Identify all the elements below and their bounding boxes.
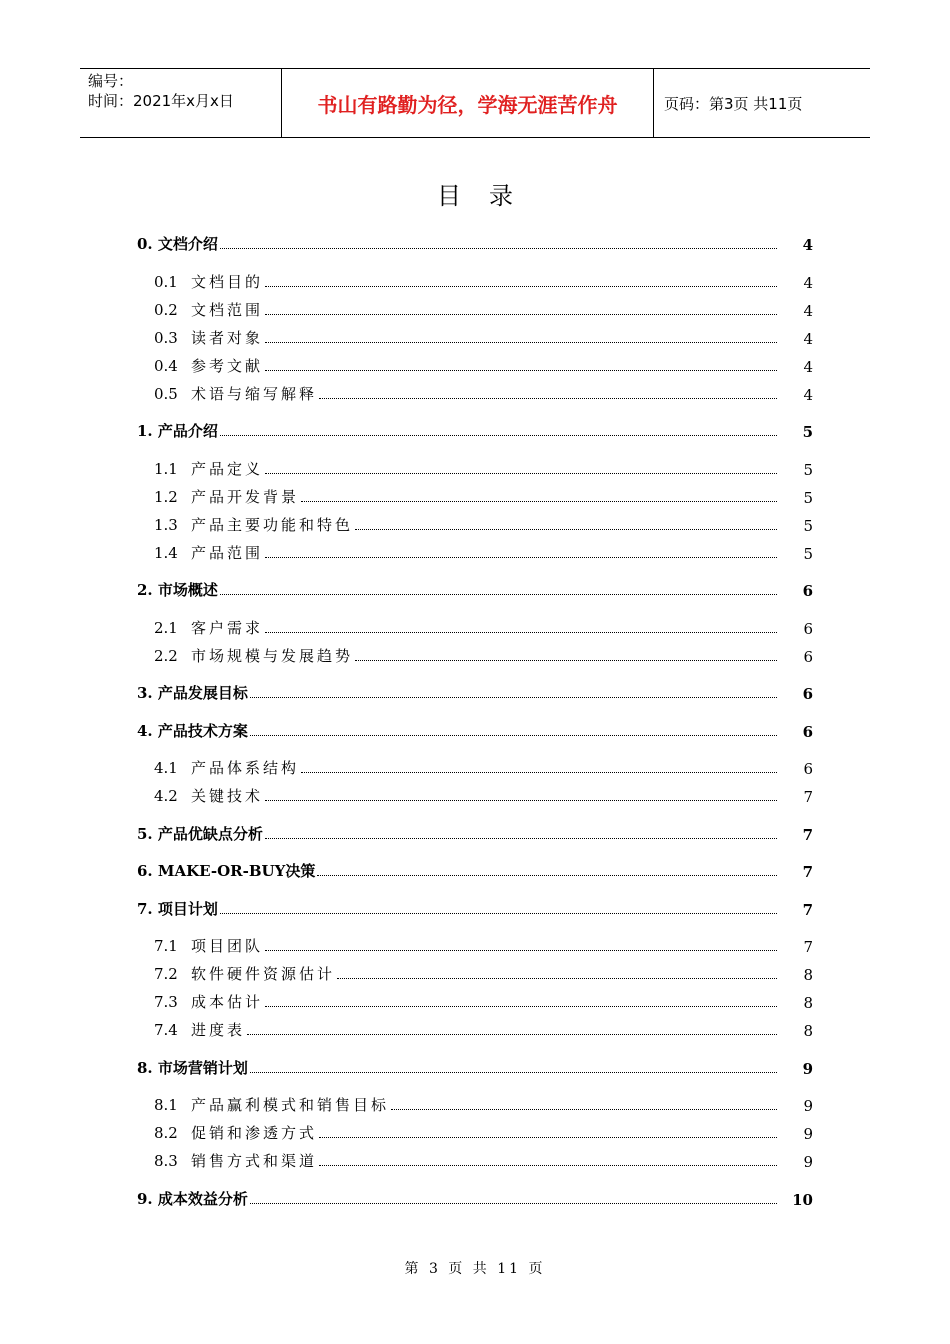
toc-page-number: 4 <box>803 357 813 376</box>
toc-page-number: 5 <box>802 423 813 441</box>
toc-section-entry[interactable] <box>137 419 813 441</box>
toc-entry-label <box>154 991 263 1012</box>
toc-section-entry[interactable] <box>137 719 813 741</box>
toc-entry-label: 2. 市场概述 <box>137 581 218 599</box>
toc-entry-number: 2.1 <box>154 618 178 637</box>
toc-entry-text: 市场规模与发展趋势 <box>191 646 354 665</box>
toc-page-number: 4 <box>802 236 813 254</box>
toc-leader-dots <box>265 950 777 951</box>
toc-section-entry[interactable] <box>137 1056 813 1078</box>
toc-entry-number: 0.3 <box>154 328 178 347</box>
toc-entry-number: 8.3 <box>154 1152 178 1170</box>
toc-leader-dots <box>250 697 777 698</box>
toc-subsection-entry[interactable] <box>137 382 813 404</box>
toc-section-entry[interactable] <box>137 578 813 600</box>
header-motto: 书山有路勤为径，学海无涯苦作舟 <box>281 69 654 137</box>
document-time: 时间：2021年x月x日 <box>88 92 234 110</box>
toc-subsection-entry[interactable] <box>137 962 813 984</box>
toc-page-number: 9 <box>803 1097 813 1115</box>
toc-entry-label <box>154 542 263 563</box>
toc-entry-number: 7.2 <box>154 965 178 983</box>
toc-entry-label <box>154 271 263 292</box>
toc-page-number: 4 <box>803 301 813 320</box>
toc-subsection-entry[interactable] <box>137 485 813 507</box>
toc-entry-number: 0.5 <box>154 384 178 403</box>
toc-section-entry[interactable] <box>137 897 813 919</box>
toc-entry-number: 2.2 <box>154 646 178 665</box>
toc-entry-text: 进度表 <box>191 1021 246 1039</box>
toc-page-number: 8 <box>803 994 813 1012</box>
toc-subsection-entry[interactable] <box>137 784 813 806</box>
toc-entry-label <box>154 1122 317 1143</box>
toc-leader-dots <box>265 342 777 343</box>
toc-entry-label <box>154 1094 389 1115</box>
toc-page-number: 7 <box>802 863 813 881</box>
toc-entry-label <box>154 327 263 348</box>
toc-section-entry[interactable] <box>137 859 813 881</box>
toc-entry-number: 1.4 <box>154 543 178 562</box>
toc-leader-dots <box>265 800 777 801</box>
toc-entry-text: 客户需求 <box>191 618 264 637</box>
toc-page-number: 6 <box>803 619 813 638</box>
toc-entry-text: 产品定义 <box>191 459 264 478</box>
toc-entry-number: 1.3 <box>154 515 178 534</box>
toc-page-number: 6 <box>802 722 813 741</box>
toc-entry-number: 0.1 <box>154 272 178 291</box>
toc-entry-label: 5. 产品优缺点分析 <box>137 824 263 843</box>
toc-leader-dots <box>265 370 777 371</box>
toc-leader-dots <box>355 660 777 661</box>
toc-page-number: 4 <box>803 273 813 292</box>
toc-entry-label <box>154 514 353 535</box>
toc-entry-label: 9. 成本效益分析 <box>137 1189 248 1208</box>
page-footer: 第 3 页 共 11 页 <box>404 1261 546 1277</box>
toc-entry-number: 0.2 <box>154 300 178 319</box>
toc-entry-label: 4. 产品技术方案 <box>137 721 248 740</box>
toc-leader-dots <box>265 632 777 633</box>
toc-entry-text: 软件硬件资源估计 <box>191 965 336 983</box>
toc-title: 目录 <box>437 182 541 210</box>
toc-subsection-entry[interactable] <box>137 1149 813 1171</box>
toc-subsection-entry[interactable] <box>137 644 813 666</box>
toc-entry-label: 7. 项目计划 <box>137 899 218 918</box>
toc-entry-text: 产品赢利模式和销售目标 <box>191 1096 390 1114</box>
toc-leader-dots <box>265 473 777 474</box>
toc-entry-text: 销售方式和渠道 <box>191 1152 318 1170</box>
header-meta <box>80 69 281 137</box>
toc-entry-label <box>154 1019 245 1040</box>
toc-leader-dots <box>317 875 777 876</box>
toc-entry-text: 读者对象 <box>191 328 264 347</box>
toc-entry-number: 8.2 <box>154 1124 178 1142</box>
toc-entry-number: 7.3 <box>154 993 178 1011</box>
toc-leader-dots <box>319 1165 777 1166</box>
toc-entry-label <box>154 486 299 507</box>
toc-entry-label <box>154 935 263 956</box>
toc-entry-label: 0. 文档介绍 <box>137 235 218 253</box>
toc-subsection-entry[interactable] <box>137 756 813 778</box>
toc-subsection-entry[interactable] <box>137 298 813 320</box>
toc-entry-text: 成本估计 <box>191 993 264 1011</box>
toc-leader-dots <box>265 1006 777 1007</box>
toc-leader-dots <box>220 435 777 436</box>
toc-entry-text: 文档范围 <box>191 300 264 319</box>
page-header <box>80 68 870 138</box>
toc-leader-dots <box>220 248 777 249</box>
toc-leader-dots <box>220 913 777 914</box>
toc-entry-label: 8. 市场营销计划 <box>137 1058 248 1077</box>
toc-section-entry[interactable] <box>137 681 813 703</box>
toc-entry-label <box>154 785 263 806</box>
toc-page-number: 10 <box>792 1190 813 1209</box>
toc-entry-label <box>154 963 335 984</box>
toc-entry-label <box>154 458 263 479</box>
toc-page-number: 9 <box>803 1153 813 1171</box>
toc-subsection-entry[interactable] <box>137 616 813 638</box>
toc-leader-dots <box>247 1034 777 1035</box>
toc-entry-text: 项目团队 <box>191 937 264 955</box>
toc-entry-text: 产品主要功能和特色 <box>191 515 354 534</box>
toc-subsection-entry[interactable] <box>137 457 813 479</box>
toc-entry-label <box>154 617 263 638</box>
toc-leader-dots <box>391 1109 777 1110</box>
toc-subsection-entry[interactable] <box>137 990 813 1012</box>
toc-entry-text: 促销和渗透方式 <box>191 1124 318 1142</box>
toc-page-number: 8 <box>803 1022 813 1040</box>
toc-page-number: 4 <box>803 329 813 348</box>
toc-page-number: 9 <box>803 1125 813 1143</box>
toc-subsection-entry[interactable] <box>137 326 813 348</box>
toc-leader-dots <box>337 978 777 979</box>
toc-subsection-entry[interactable] <box>137 541 813 563</box>
toc-page-number: 6 <box>802 685 813 703</box>
toc-page-number: 6 <box>802 582 813 600</box>
toc-entry-label <box>154 1150 317 1171</box>
toc-entry-text: 参考文献 <box>191 356 264 375</box>
toc-leader-dots <box>319 1137 777 1138</box>
toc-section-entry[interactable] <box>137 822 813 844</box>
toc-subsection-entry[interactable] <box>137 270 813 292</box>
toc-leader-dots <box>265 286 777 287</box>
toc-entry-number: 7.4 <box>154 1021 178 1039</box>
toc-entry-text: 术语与缩写解释 <box>191 384 318 403</box>
document-number-label: 编号： <box>88 72 134 90</box>
toc-entry-label: 6. MAKE-OR-BUY决策 <box>137 862 316 880</box>
toc-subsection-entry[interactable] <box>137 1121 813 1143</box>
toc-entry-text: 文档目的 <box>191 272 264 291</box>
toc-section-entry[interactable] <box>137 1187 813 1209</box>
toc-page-number: 7 <box>802 900 813 919</box>
toc-entry-label <box>154 383 317 404</box>
toc-entry-number: 8.1 <box>154 1096 178 1114</box>
toc-entry-number: 1.1 <box>154 459 178 478</box>
toc-page-number: 7 <box>803 938 813 956</box>
toc-page-number: 4 <box>803 385 813 404</box>
toc-leader-dots <box>265 557 777 558</box>
toc-page-number: 9 <box>802 1059 813 1078</box>
toc-entry-label <box>154 645 353 666</box>
toc-entry-label: 3. 产品发展目标 <box>137 684 248 702</box>
toc-page-number: 5 <box>803 516 813 535</box>
toc-entry-label: 1. 产品介绍 <box>137 422 218 440</box>
toc-leader-dots <box>319 398 777 399</box>
toc-subsection-entry[interactable] <box>137 934 813 956</box>
toc-page-number: 5 <box>803 488 813 507</box>
toc-entry-number: 4.2 <box>154 787 178 805</box>
toc-entry-text: 关键技术 <box>191 787 264 805</box>
toc-page-number: 6 <box>803 647 813 666</box>
toc-entry-label <box>154 299 263 320</box>
toc-entry-number: 4.1 <box>154 759 178 777</box>
toc-entry-number: 0.4 <box>154 356 178 375</box>
toc-entry-number: 7.1 <box>154 937 178 955</box>
toc-subsection-entry[interactable] <box>137 1093 813 1115</box>
toc-leader-dots <box>220 594 777 595</box>
toc-entry-text: 产品范围 <box>191 543 264 562</box>
toc-leader-dots <box>250 1072 777 1073</box>
toc-leader-dots <box>355 529 777 530</box>
toc-page-number: 7 <box>803 788 813 806</box>
toc-page-number: 5 <box>803 544 813 563</box>
toc-leader-dots <box>250 1203 777 1204</box>
toc-subsection-entry[interactable] <box>137 513 813 535</box>
toc-entry-text: 产品开发背景 <box>191 487 300 506</box>
toc-leader-dots <box>250 735 777 736</box>
toc-entry-label <box>154 757 299 778</box>
toc-page-number: 5 <box>803 460 813 479</box>
toc-entry-text: 产品体系结构 <box>191 759 300 777</box>
toc-page-number: 6 <box>803 760 813 778</box>
toc-subsection-entry[interactable] <box>137 1018 813 1040</box>
toc-leader-dots <box>301 501 777 502</box>
toc-leader-dots <box>265 314 777 315</box>
toc-section-entry[interactable] <box>137 232 813 254</box>
toc-entry-label <box>154 355 263 376</box>
toc-subsection-entry[interactable] <box>137 354 813 376</box>
toc-entry-number: 1.2 <box>154 487 178 506</box>
toc-page-number: 7 <box>802 825 813 844</box>
toc-leader-dots <box>265 838 777 839</box>
toc-page-number: 8 <box>803 966 813 984</box>
toc-leader-dots <box>301 772 777 773</box>
header-page-info: 页码：第3页 共11页 <box>664 94 803 113</box>
